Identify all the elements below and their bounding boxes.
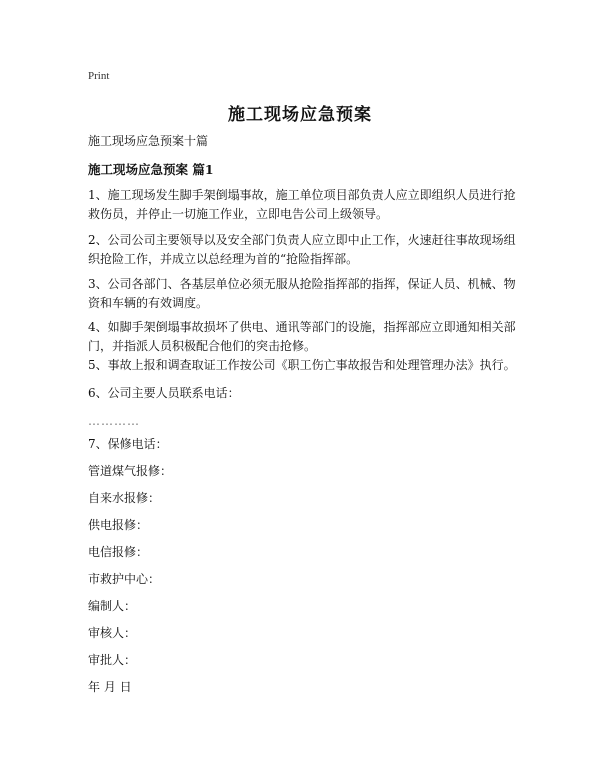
field-repair-phone: 7、保修电话：	[88, 437, 168, 451]
paragraph-line: 门，并指派人员积极配合他们的突击抢修。	[88, 339, 317, 353]
paragraph-line: 2、公司公司主要领导以及安全部门负责人应立即中止工作，火速赶往事故现场组	[88, 233, 516, 247]
paragraph-2	[88, 231, 518, 269]
field-ambulance-center: 市救护中心：	[88, 572, 161, 586]
field-approved-by: 审批人：	[88, 653, 137, 667]
ellipsis-separator: …………	[88, 414, 140, 428]
field-power-repair: 供电报修：	[88, 518, 149, 532]
field-telecom-repair: 电信报修：	[88, 545, 149, 559]
paragraph-line: 4、如脚手架倒塌事故损坏了供电、通讯等部门的设施，指挥部应立即通知相关部	[88, 320, 516, 334]
paragraph-line: 资和车辆的有效调度。	[88, 296, 209, 310]
field-gas-repair: 管道煤气报修：	[88, 464, 173, 478]
paragraph-line: 1、施工现场发生脚手架倒塌事故，施工单位项目部负责人应立即组织人员进行抢	[88, 188, 516, 202]
page-title: 施工现场应急预案	[228, 105, 372, 125]
paragraph-line: 救伤员，并停止一切施工作业，立即电告公司上级领导。	[88, 207, 389, 221]
document-subtitle: 施工现场应急预案十篇	[88, 134, 209, 148]
paragraph-4	[88, 318, 518, 356]
paragraph-line: 织抢险工作，并成立以总经理为首的“抢险指挥部。	[88, 252, 359, 266]
field-reviewed-by: 审核人：	[88, 626, 137, 640]
field-prepared-by: 编制人：	[88, 599, 137, 613]
print-link[interactable]: Print	[88, 70, 110, 82]
field-water-repair: 自来水报修：	[88, 491, 161, 505]
paragraph-3	[88, 275, 518, 313]
field-date: 年 月 日	[88, 680, 132, 694]
paragraph-5: 5、事故上报和调查取证工作按公司《职工伤亡事故报告和处理管理办法》执行。	[88, 358, 516, 372]
section-heading: 施工现场应急预案 篇1	[88, 162, 214, 177]
paragraph-1	[88, 186, 518, 224]
paragraph-6: 6、公司主要人员联系电话：	[88, 386, 240, 400]
paragraph-line: 3、公司各部门、各基层单位必须无服从抢险指挥部的指挥，保证人员、机械、物	[88, 277, 516, 291]
